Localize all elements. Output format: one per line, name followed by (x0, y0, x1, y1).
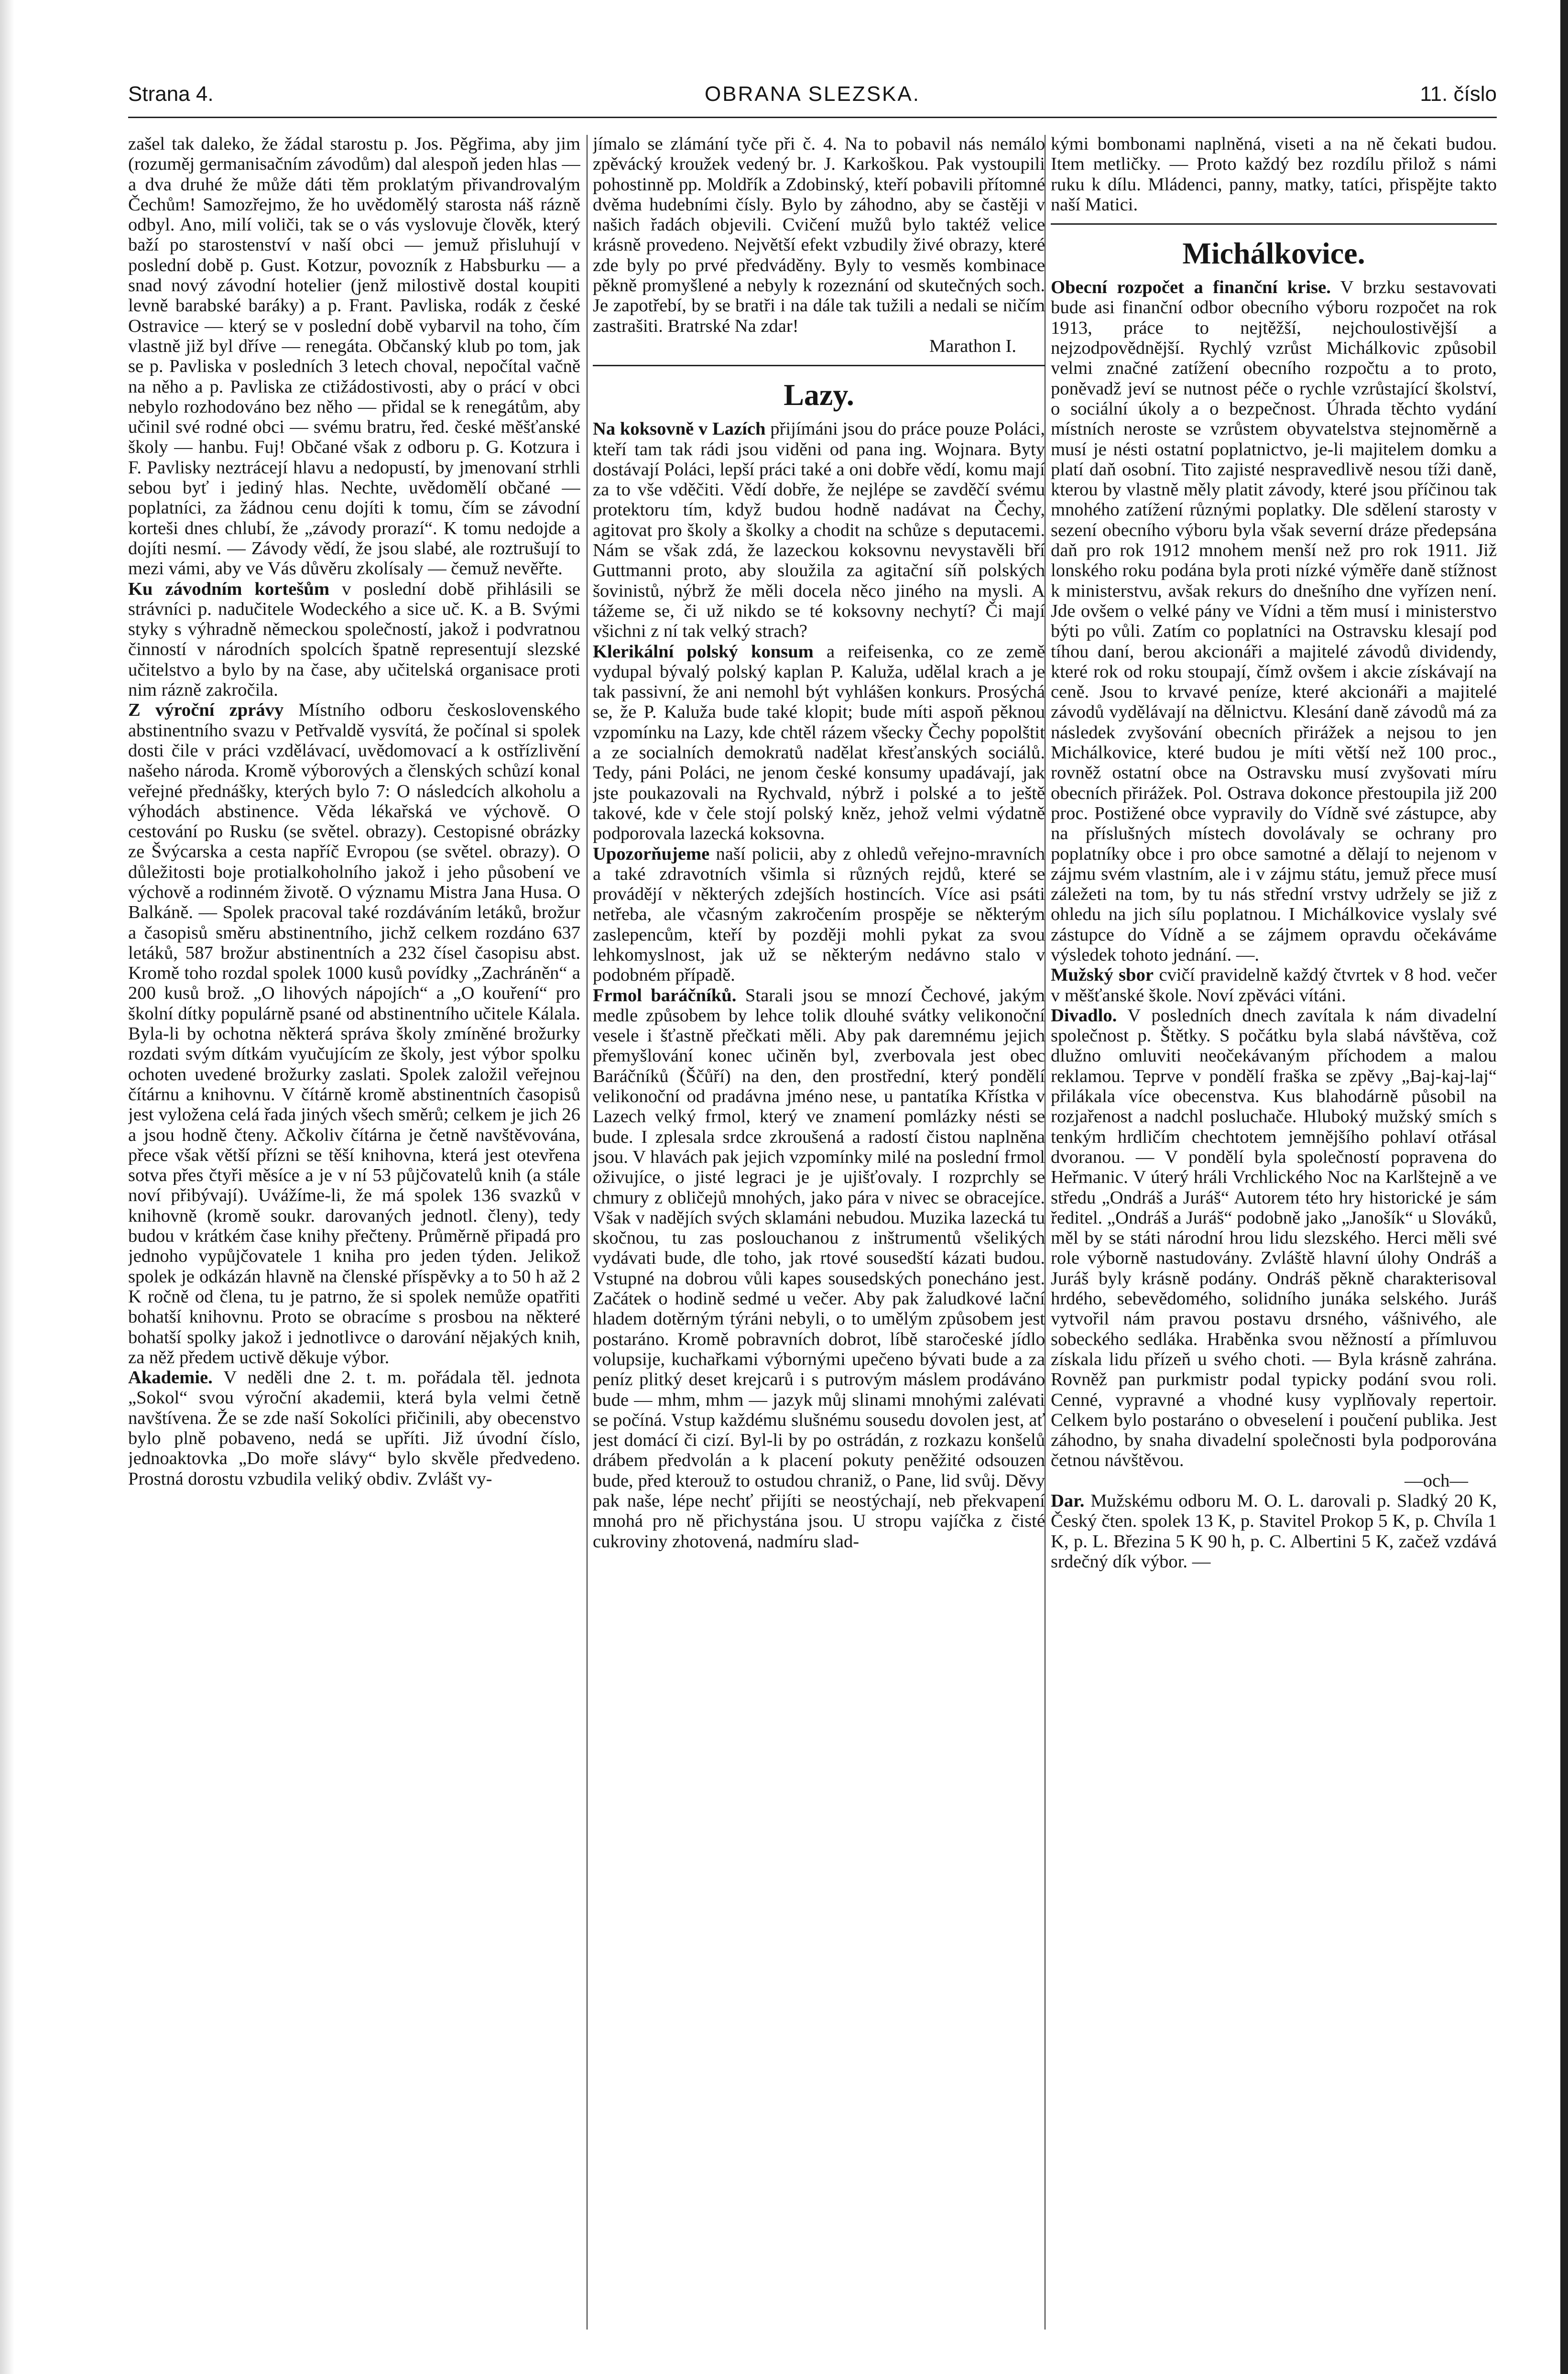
article-paragraph (128, 700, 580, 1368)
paragraph-lead: Na koksovně v Lazích (593, 419, 766, 439)
paragraph-lead: Akademie. (128, 1368, 213, 1388)
paragraph-body: Mužskému odboru M. O. L. darovali p. Sladký 20 K, Český čten. spolek 13 K, p. Stavitel Prokop 5 K, p. Chvíla 1 K, p. L. Březina 5 K 90 h, p. C. Albertini 5 K, začež vzdává srdečný dík výbor. — (1051, 1491, 1497, 1572)
paragraph-lead: Dar. (1051, 1491, 1085, 1511)
page-header (128, 82, 1497, 116)
paragraph-body: V posledních dnech zavítala k nám divadelní společnost p. Štětky. S počátku byla slabá návštěva, což dlužno omluviti neočekávaným příchodem a malou reklamou. Teprve v pondělí fraška se zpěvy „Baj-kaj-laj“ přilákala více obecenstva. Kus blahodárně působil na rozjařenost a nadchl posluchače. Hluboký mužský smích s tenkým hrdličím chechtotem jemnějšího pohlaví otřásal dvoranou. — V pondělí byla společností popravena do Heřmanic. V úterý hráli Vrchlického Noc na Karlštejně a ve středu „Ondráš a Juráš“ Autorem této hry historické je sám ředitel. „Ondráš a Juráš“ podobně jako „Janošík“ u Slováků, měl by se státi národní hrou lidu slezského. Herci měli své role výborně nastudovány. Zvláště hlavní úlohy Ondráš a Juráš byly krásně podány. Ondráš pěkně charakterisoval hrdého, sebevědomého, solidního junáka selského. Juráš vytvořil nám pravou postavu drsného, vášnivého, ale sobeckého sedláka. Hraběnka svou něžností a přímluvou získala lidu přízeň u svého choti. — Byla krásně zahrána. Rovněž pan purkmistr podal typicky podání svou roli. Cenné, vypravné a vhodné kusy vyplňovaly repertoir. Celkem bylo postaráno o obveselení i poučení publika. Jest záhodno, by snaha divadelní společnosti byla podporována četnou návštěvou. (1051, 1005, 1497, 1471)
paragraph-lead: Divadlo. (1051, 1005, 1117, 1026)
article-paragraph (1051, 1491, 1497, 1572)
paragraph-body: Místního odboru československého abstinentního svazu v Petřvaldě vysvítá, že počínal si spolek dosti čile v práci vzdělávací, uvědomovací a k ostřízlivění našeho národa. Kromě výborových a členských schůzí konal veřejné přednášky, kterých bylo 7: O následcích alkoholu a výhodách abstinence. Věda lékařská ve výchově. O cestování po Rusku (se světel. obrazy). Cestopisné obrázky ze Švýcarska a cesta napříč Evropou (se světel. obrazy). O důležitosti boje protialkoholního jakož i jeho působení ve výchově a rodinném životě. O významu Mistra Jana Husa. O Balkáně. — Spolek pracoval také rozdáváním letáků, brožur a časopisů směru abstinentního, jichž celkem rozdáno 637 letáků, 587 brožur abstinentních a 232 čísel časopisu abst. Kromě toho rozdal spolek 1000 kusů povídky „Zachráněn“ a 200 kusů brož. „O lihových nápojích“ a „O kouření“ pro školní dítky populárně psané od abstinentního učitele Kálala. Byla-li by ochotna některá správa školy zmíněné brožurky rozdati svým dítkám vyučujícím ze školy, jest výbor spolku ochoten uvedené brožurky zaslati. Spolek založil veřejnou čítárnu a knihovnu. V čítárně kromě abstinentních časopisů jest vyložena celá řada jiných všech směrů; celkem je jich 26 a jsou hodně čteny. Ačkoliv čítárna je četně navštěvována, přece však větší přízni se těší knihovna, která jest otevřena sotva přes čtyři měsíce a je v ní 53 půjčovatelů knih (a stále noví přibývají). Uvážíme-li, že má spolek 136 svazků v knihovně (kromě soukr. darovaných jednotl. členy), tedy budou v krátkém čase knihy přečteny. Průměrně připadá pro jednoho vypůjčovatele 1 kniha pro jeden týden. Jelikož spolek je odkázán hlavně na členské příspěvky a to 50 h až 2 K ročně od člena, tu je patrno, že si spolek nemůže opatřiti bohatší knihovnu. Proto se obracíme s prosbou na některé bohatší spolky jakož i jednotlivce o darování nějakých knih, za něž předem uctivě děkuje výbor. (128, 700, 580, 1368)
paragraph-lead: Ku závodním kortešům (128, 579, 329, 599)
paragraph-lead: Mužský sbor (1051, 965, 1154, 985)
paragraph-body: Starali jsou se mnozí Čechové, jakým medle způsobem by lehce tolik dlouhé svátky velikonoční vesele i šťastně přečkati měli. Aby pak daremnému jejich přemyšlování konec učiněn byl, zverbovala jest obec Baráčníků (Ščůří) na den, den prostřední, který pondělí velikonoční od pradávna jméno nese, u pantatíka Křístka v Lazech velký frmol, který ve znamení pomlázky nésti se bude. I zplesala srdce zkroušená a radostí čistou naplněna jsou. V hlavách pak jejich vzpomínky milé na poslední frmol oživujíce, o jisté legraci je je ujišťovaly. I rozprchly se chmury z obličejů mnohých, jako pára v nivec se obracejíce. Však v nadějích svých sklamáni nebudou. Muzika lazecká tu skočnou, tu zas poslouchanou z inštrumentů všelikých vydávati bude, dle toho, jak rtové sousedští kázati budou. Vstupné na dobrou vůli kapes sousedských ponecháno jest. Začátek o hodině sedmé u večer. Aby pak žaludkové lační hladem dotěrným týráni nebyli, o to umělým způsobem jest postaráno. Kromě pobravních dobrot, líbě staročeské jídlo volupsije, kuchařkami výbornými upečeno bývati bude a za peníz plitký deset krejcarů i s putrovým máslem prodáváno bude — mhm, mhm — jazyk můj slinami mnohými zalévati se počíná. Vstup každému slušnému sousedu dovolen jest, ať jest domácí či cizí. Byl-li by po ostrádán, z rozkazu konšelů drábem předvolán a k placení pokuty peněžité odsouzen bude, před kterouž to ostudou chraniž, o Pane, lid svůj. Děvy pak naše, lépe nechť přijíti se neostýchají, neb překvapení mnohá pro ně přichystána jsou. U stropu vajíčka z čisté cukroviny zhotovená, nadmíru slad- (593, 985, 1045, 1552)
section-title-lazy: Lazy. (784, 378, 854, 412)
column-3 (1051, 134, 1497, 2338)
article-paragraph (1051, 277, 1497, 965)
article-paragraph (128, 579, 580, 700)
paragraph-lead: Obecní rozpočet a finanční krise. (1051, 277, 1331, 298)
article-paragraph (593, 985, 1045, 1552)
article-signature: Marathon I. (929, 336, 1016, 356)
paragraph-body: cvičí pravidelně každý čtvrtek v 8 hod. večer v měšťanské škole. Noví zpěváci vítáni. (1051, 965, 1497, 1006)
article-paragraph (593, 642, 1045, 844)
scan-edge-left (0, 0, 14, 2374)
paragraph-lead: Klerikální polský konsum (593, 641, 814, 662)
article-paragraph (1051, 1006, 1497, 1471)
paragraph-body: a reifeisenka, co ze země vydupal bývalý polský kaplan P. Kaluža, udělal krach a je tak passivní, že ani nemohl být vyhlášen konkurs. Prosýchá se, že P. Kaluža bude také klopit; bude míti aspoň pěknou vzpomínku na Lazy, kde chtěl rázem všecky Čechy popolštit a ze socialních demokratů nadělat křesťanských sociálů. Tedy, páni Poláci, ne jenom české konsumy upadávají, jak jste poukazovali na Rychvald, nýbrž i polské a to ještě takové, kde v čele stojí polský kněz, jehož velmi výdatně podporovala lazecká koksovna. (593, 641, 1045, 844)
article-paragraph (593, 419, 1045, 641)
paragraph-lead: Frmol baráčníků. (593, 985, 737, 1006)
page-number: Strana 4. (128, 82, 214, 106)
section-divider (1051, 223, 1497, 225)
section-title-michalkovice: Michálkovice. (1182, 236, 1365, 271)
article-paragraph: jímalo se zlámání tyče při č. 4. Na to pobavil nás nemálo zpěvácký kroužek vedený br. J. Karkoškou. Pak vystoupili pohostinně pp. Moldřík a Zdobinský, kteří pobavili přítomné dvěma hudebními čísly. Bylo by záhodno, aby se častěji v našich řadách objevili. Cvičení mužů bylo taktéž velice krásně provedeno. Největší efekt vzbudily živé obrazy, které zde byly po prvé předváděny. Byly to vesměs kombinace pěkně promyšlené a nebyly k rozeznání od skutečných soch. Je zapotřebí, by se bratři i na dále tak tužili a nedali se ničím zastrašiti. Bratrské Na zdar! (593, 134, 1045, 336)
section-divider (593, 365, 1045, 366)
paragraph-body: V brzku sestavovati bude asi finanční odbor obecního výboru rozpočet na rok 1913, práce to nejtěžší, nejchoulostivější a nejzodpovědnější. Rychlý vzrůst Michálkovic způsobil velmi značné zatížení obecního rozpočtu a to proto, poněvadž jeví se nutnost péče o rychle vzrůstající školství, o sociální úkoly a o bezpečnost. Úhrada těchto vydání místních neroste se vzrůstem obyvatelstva stejnoměrně a musí je nésti ostatní poplatnictvo, je-li majitelem domku a platí daň osobní. Tito zajisté nespravedlivě nesou tíži daně, kterou by vlastně měly platit závody, které jsou příčinou tak mnohého zatížení různými poplatky. Dle sdělení starosty v sezení obecního výboru byla však severní dráze předepsána daň pro rok 1912 mnohem menší než pro rok 1911. Již lonského roku podána byla proti nízké výměře daně stížnost k ministerstvu, avšak rekurs do dnešního dne vyřízen není. Jde ovšem o velké pány ve Vídni a těm musí i ministerstvo býti po vůli. Zatím co poplatníci na Ostravsku klesají pod tíhou daní, berou akcionáři a majitelé závodů dividendy, které rok od roku stoupají, čímž ovšem i akcie získávají na ceně. Jsou to krvavé peníze, které akcionáři a majitelé závodů vydělávají na dělnictvu. Klesání daně závodů má za následek zvyšování obecních přirážek a nejsou to jen Michálkovice, které budou je míti větší než 100 proc., rovněž ostatní obce na Ostravsku musí zvyšovati míru obecních přirážek. Pol. Ostrava dokonce přestoupila již 200 proc. Postižené obce vypravily do Vídně své zástupce, aby na příslušných místech dovolávaly se ochrany pro poplatníky obce i pro obce samotné a dělají to nejenom v zájmu svém vlastním, ale i v zájmu státu, jemuž přece musí záležeti na tom, by tu nás střední vrstvy udržely se již z ohledu na jich sílu poplatnou. I Michálkovice vyslaly své zástupce do Vídně a se zájmem opravdu očekáváme výsledek tohoto jednání. —. (1051, 277, 1497, 965)
article-paragraph: zašel tak daleko, že žádal starostu p. Jos. Pěgřima, aby jim (rozuměj germanisačním závodům) dal alespoň jeden hlas — a dva druhé že může dáti těm proklatým přivandrovalým Čechům! Samozřejmo, že ho uvědomělý starosta náš rázně odbyl. Ano, milí voliči, tak se o vás vyslovuje člověk, který baží po starostenství v naší obci — jemuž přisluhují v poslední době p. Gust. Kotzur, povozník z Habsburku — a snad nový závodní hotelier (jenž milostivě dostal koupiti levně barabské baráky) a p. Frant. Pavliska, rodák z české Ostravice — který se v poslední době vybarvil na toho, čím vlastně již byl dříve — renegáta. Občanský klub po tom, jak se p. Pavliska v posledních 3 letech choval, nepočítal vačně na něho a p. Pavliska ze ctižádostivosti, aby o prácí v obci nebylo rozhodováno bez něho — přidal se k renegátům, aby učinil své rodné obci — svému bratru, řed. české měšťanské školy — hanbu. Fuj! Občané však z odboru p. G. Kotzura i F. Pavlisky neztrácejí hlavu a nedopustí, by jmenovaní strhli sebou byť i jediný hlas. Nechte, uvědomělí občané — poplatníci, za žádnou cenu dojíti k tomu, čím se závodní korteši dnes chlubí, že „závody prorazí“. K tomu nedojde a dojíti nesmí. — Závody vědí, že jsou slabé, ale roztrušují to mezi vámi, aby ve Vás důvěru zkolísaly — čemuž nevěřte. (128, 134, 580, 579)
column-2 (593, 134, 1045, 2338)
paragraph-body: přijímáni jsou do práce pouze Poláci, kteří tam tak rádi jsou viděni od pana ing. Wojnara. Byty dostávají Poláci, lepší práci také a oni dobře vědí, komu mají za to vše vděčiti. Vědí dobře, že nejlépe se zavděčí svému protektoru tím, když budou hodně nadávat na Čechy, agitovat pro školy a školky a chodit na schůze s deputacemi. Nám se však zdá, že lazeckou koksovnu nevystavěli bří Guttmanni proto, aby sloužila za agitační síň polských šovinistů, nýbrž že měli docela něco jiného na mysli. A tážeme se, či už nikdo se té koksovny nechytí? Či mají všichni z ní tak velký strach? (593, 419, 1045, 642)
article-signature: —och— (1405, 1470, 1468, 1491)
scan-edge-right (1560, 0, 1568, 2374)
article-paragraph (593, 844, 1045, 985)
article-paragraph (128, 1368, 580, 1489)
paragraph-body: v poslední době přihlásili se strávníci p. nadučitele Wodeckého a sice uč. K. a B. Svými styky s výhradně německou společností, jakož i podvratnou činností v národních spolcích špatně representují slezské učitelstvo a bylo by na čase, aby učitelská organisace proti nim rázně zakročila. (128, 579, 580, 700)
paragraph-body: naší policii, aby z ohledů veřejno-mravních a také zdravotních všimla si různých rejdů, které se provádějí v některých zdejších hostincích. Více asi psáti netřeba, ale včasným zakročením prospěje se některým zaslepencům, kteří by později mohli pykat za svou lehkomyslnost, jak už se některým nedávno stalo v podobném případě. (593, 843, 1045, 985)
column-divider-1 (587, 135, 588, 2330)
paragraph-body: V neděli dne 2. t. m. pořádala těl. jednota „Sokol“ svou výroční akademii, která byla velmi četně navštívena. Že se zde naší Sokolíci přičinili, aby obecenstvo bylo plně pobaveno, nedá se upříti. Již úvodní číslo, jednoaktovka „Do moře slávy“ bylo skvěle předvedeno. Prostná dorostu vzbudila veliký obdiv. Zvlášt vy- (128, 1368, 580, 1489)
newspaper-title: OBRANA SLEZSKA. (705, 82, 920, 106)
article-paragraph: kými bombonami naplněná, viseti a na ně čekati budou. Item metličky. — Proto každý bez rozdílu přilož s námi ruku k dílu. Mládenci, panny, matky, tatíci, přispějte takto naší Matici. (1051, 134, 1497, 215)
paragraph-lead: Upozorňujeme (593, 843, 710, 864)
issue-number: 11. číslo (1420, 82, 1497, 106)
header-rule (128, 117, 1497, 118)
column-1 (128, 134, 580, 2338)
paragraph-lead: Z výroční zprávy (128, 700, 284, 721)
article-paragraph (1051, 965, 1497, 1006)
